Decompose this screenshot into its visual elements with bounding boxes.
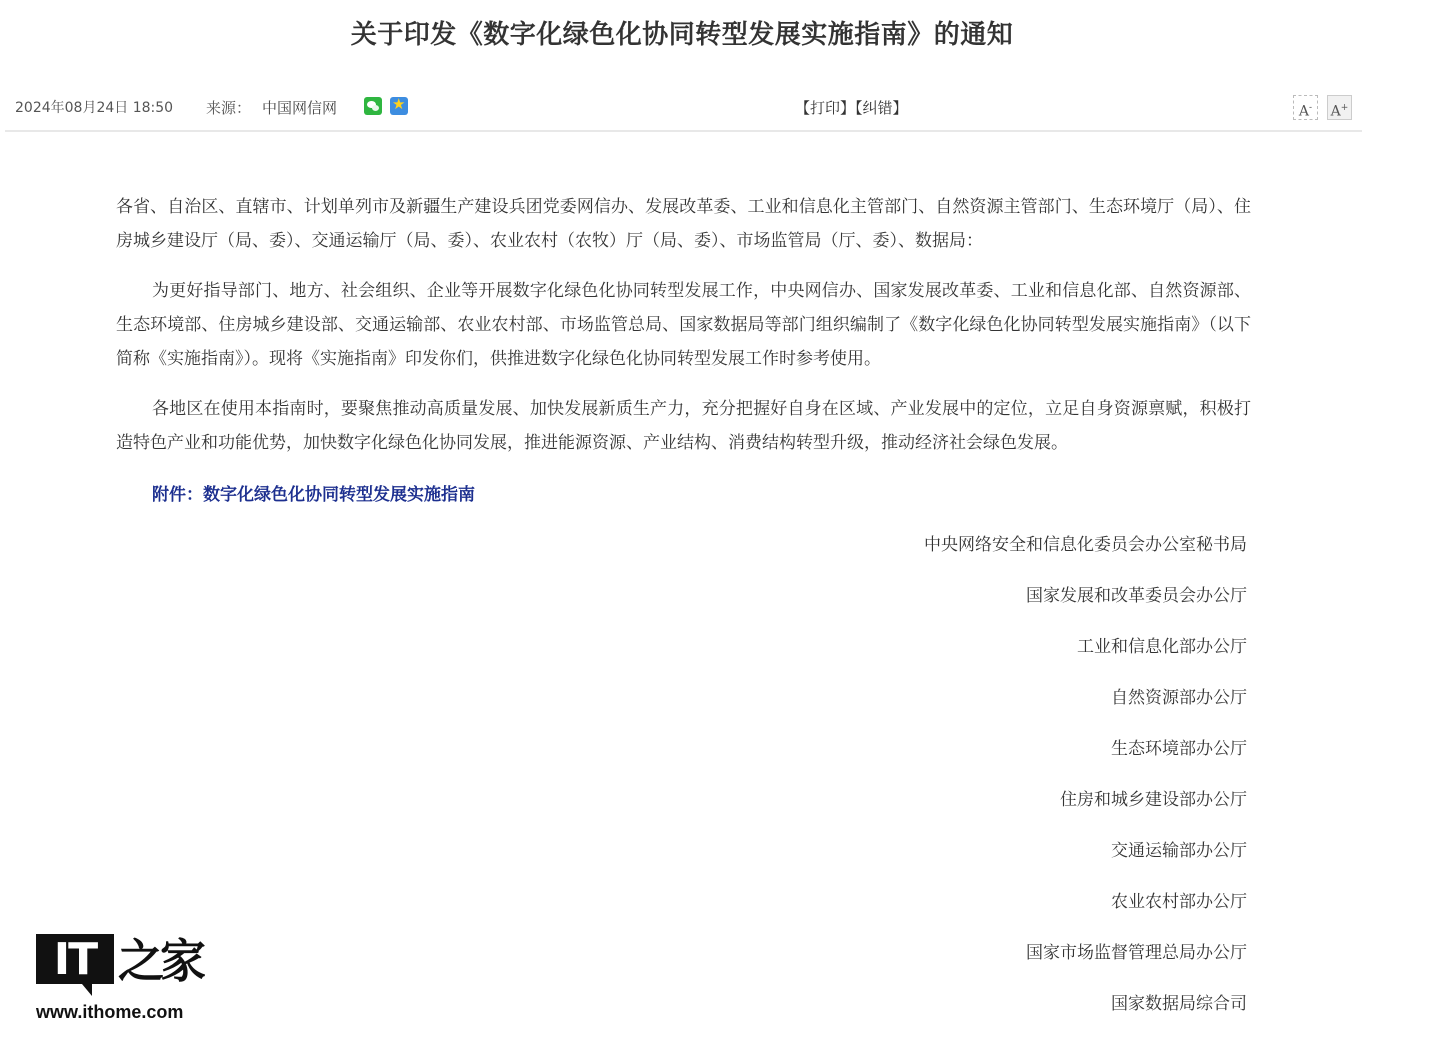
publish-date: 2024年08月24日 18:50 [15, 100, 174, 116]
correction-link[interactable]: 【纠错】 [855, 99, 908, 117]
logo-chinese-mark: 之家 [118, 934, 202, 988]
wechat-icon[interactable] [364, 97, 382, 115]
source-label: 来源： [206, 99, 252, 117]
article-meta-bar [5, 86, 1362, 132]
source-name: 中国网信网 [262, 99, 338, 117]
signer: 住房和城乡建设部办公厅 [1060, 790, 1247, 810]
article-body [116, 190, 1251, 476]
print-link[interactable]: 【打印】 [795, 99, 856, 117]
logo-it-mark: IT [36, 934, 114, 984]
article-actions [795, 97, 908, 118]
paragraph-body: 各地区在使用本指南时，要聚焦推动高质量发展、加快发展新质生产力，充分把握好自身在区域、产业发展中的定位，立足自身资源禀赋，积极打造特色产业和功能优势，加快数字化绿色化协同发展，推进能源资源、产业结构、消费结构转型升级，推动经济社会绿色发展。 [116, 399, 1251, 453]
signer: 国家市场监督管理总局办公厅 [1026, 943, 1247, 963]
paragraph-body: 为更好指导部门、地方、社会组织、企业等开展数字化绿色化协同转型发展工作，中央网信办、国家发展改革委、工业和信息化部、自然资源部、生态环境部、住房城乡建设部、交通运输部、农业农村部、市场监管总局、国家数据局等部门组织编制了《数字化绿色化协同转型发展实施指南》（以下简称《实施指南》）。现将《实施指南》印发你们，供推进数字化绿色化协同转型发展工作时参考使用。 [116, 281, 1251, 369]
signer: 交通运输部办公厅 [1111, 841, 1247, 861]
signers-list [800, 530, 1247, 1040]
qzone-icon[interactable] [390, 97, 408, 115]
logo-url: www.ithome.com [36, 1002, 184, 1022]
font-increase-button[interactable]: A+ [1327, 95, 1352, 120]
signer: 农业农村部办公厅 [1111, 892, 1247, 912]
signer: 工业和信息化部办公厅 [1077, 637, 1247, 657]
paragraph-addressees: 各省、自治区、直辖市、计划单列市及新疆生产建设兵团党委网信办、发展改革委、工业和信息化主管部门、自然资源主管部门、生态环境厅（局）、住房城乡建设厅（局、委）、交通运输厅（局、委）、农业农村（农牧）厅（局、委）、市场监管局（厅、委）、数据局： [116, 197, 1251, 251]
signer: 国家发展和改革委员会办公厅 [1026, 586, 1247, 606]
attachment-link[interactable]: 附件：数字化绿色化协同转型发展实施指南 [152, 485, 475, 505]
signer: 中央网络安全和信息化委员会办公室秘书局 [924, 535, 1247, 555]
signer: 国家数据局综合司 [1111, 994, 1247, 1014]
ithome-watermark-logo [34, 932, 204, 1028]
signer: 自然资源部办公厅 [1111, 688, 1247, 708]
article-title: 关于印发《数字化绿色化协同转型发展实施指南》的通知 [350, 20, 1014, 50]
font-decrease-button[interactable]: A- [1293, 95, 1318, 120]
signer: 生态环境部办公厅 [1111, 739, 1247, 759]
